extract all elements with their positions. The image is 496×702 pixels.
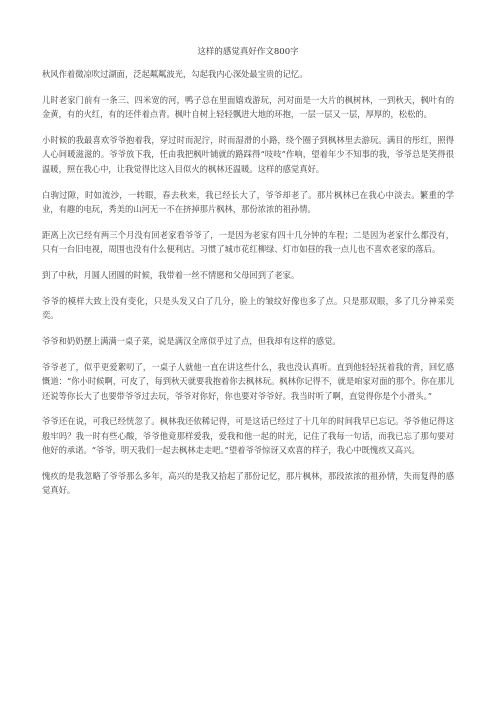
paragraph: 秋风作着微凉吹过湖面，泛起粼粼波光，勾起我内心深处最宝贵的记忆。 [42,69,308,79]
paragraph: 愧疚的是我忽略了爷爷那么多年，高兴的是我又拾起了那份记忆，那片枫林，那段浓浓的祖孙情，失而复得的感觉真好。 [42,470,454,496]
paragraph: 爷爷的模样大致上没有变化，只是头发又白了几分，脸上的皱纹好像也多了点。只是那双眼，多了几分神采奕奕。 [42,295,454,321]
paragraph: 儿时老家门前有一条三、四米宽的河，鸭子总在里面嬉戏游玩，河对面是一大片的枫树林，一到秋天，枫叶有的金黄，有的火红，有的还伴着点青。枫叶自树上轻轻飘进大地的环抱，一层一层又一层，厚厚的，松松的。 [42,94,454,120]
paragraph: 白驹过隙，时如流沙，一转眼，春去秋来，我已经长大了，爷爷却老了。那片枫林已在我心中淡去。繁重的学业，有趣的电玩，秀美的山河无一不在挤掉那片枫林，那份浓浓的祖孙情。 [42,189,454,214]
paragraph: 爷爷还在说，可我已经恍忽了。枫林我还依稀记得，可是这话已经过了十几年的时间我早已忘记。爷爷他记得这般牢吗？我一时有些心酸，爷爷他竟那样爱我，爱我和他一起的时光，记住了我每一句话，而我已忘了那句要对他好的承诺。“爷爷，明天我们一起去枫林走走吧。”望着爷爷惊讶又欢喜的样子，我心中既愧疚又高兴。 [42,416,454,455]
paragraph: 到了中秋，月圆人团圆的时候，我带着一丝不情愿和父母回到了老家。 [42,269,300,280]
document-title: 这样的感觉真好作文800字 [197,47,299,57]
paragraph: 爷爷和奶奶摆上满满一桌子菜，说是满汉全席似乎过了点，但我却有这样的感觉。 [42,336,341,347]
paragraph: 小时候的我最喜欢爷爷抱着我，穿过时而泥泞，时而湿滑的小路，绕个圈子到枫林里去游玩。满目的彤红，照得人心间暖滋滋的。爷爷放下我，任由我把枫叶铺就的路踩得“吱吱”作响，望着年少不知事的我，爷爷总是笑得很温暖，照在我心中，让我觉得比这入目似火的枫林还温暖。这样的感觉真好。 [42,135,454,174]
paragraph: 爷爷老了，似乎更爱絮叨了，一桌子人就他一直在讲这些什么，我也没认真听。直到他轻轻抚着我的背，回忆感慨道：“你小时候啊，可皮了，每到秋天就要我抱着你去枫林玩。枫林你记得不，就是咱家对面的那个。你在那儿还说等你长大了也要带爷爷过去玩，爷爷对你好，你也要对爷爷好。我当时听了啊，直觉得你是个小滑头。” [42,361,454,401]
paragraph: 距离上次已经有两三个月没有回老家看爷爷了，一是因为老家有四十几分钟的车程；二是因为老家什么都没有，只有一台旧电视，周围也没有什么便利店。习惯了城市花红柳绿、灯市如昼的我一点儿也不喜欢老家的落后。 [42,229,454,255]
